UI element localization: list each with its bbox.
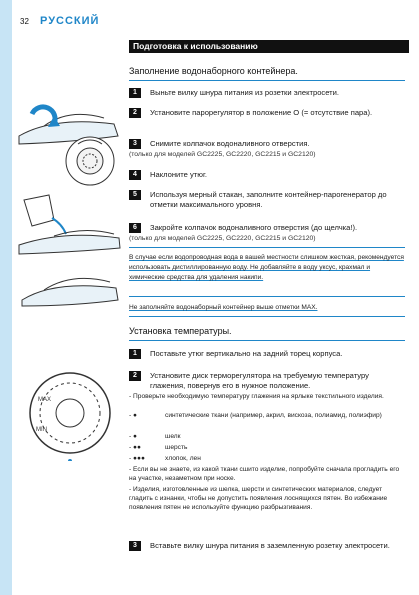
s2-bullet-synthetic: - ● синтетические ткани (например, акрил, вискоза, полиамид, полиэфир) [129,412,382,419]
water-inlet-cap-illustration [60,134,120,189]
filling-cup-illustration [14,190,124,260]
section2-title: Установка температуры. [129,326,232,336]
s2-bullet-wool: - ●● шерсть [129,444,188,451]
temperature-dial-illustration [22,365,118,461]
svg-text:MIN: MIN [36,427,47,433]
divider [129,80,405,81]
divider [129,316,405,317]
s1-step-3-note: (только для моделей GC2225, GC2220, GC2215 и GC2120) [129,151,316,158]
divider [129,247,405,248]
section1-title: Заполнение водонаборного контейнера. [129,66,298,76]
s2-bullet-reverse-side: - Изделия, изготовленные из шелка, шерсти и синтетических материалов, следует гладить с изнанки, чтобы не допустить появления лоснящихся пятен. Во избежание появления пятен не используйте функцию разбрызгивания. [129,486,388,511]
s2-bullet-unknown-fabric: - Если вы не знаете, из какой ткани сшито изделие, попробуйте сначала прогладить его на участке, незаметном при носке. [129,466,400,482]
s2-bullet-check-label: - Проверьте необходимую температуру глажения на ярлыке текстильного изделия. [129,393,384,400]
page-number: 32 [20,17,29,26]
s1-step-6-note: (только для моделей GC2225, GC2220, GC2215 и GC2120) [129,235,316,242]
divider [129,296,405,297]
language-heading: РУССКИЙ [40,15,100,27]
iron-side-illustration [14,262,124,312]
s1-note-max: Не заполняйте водонаборный контейнер выше отметки MAX. [129,304,318,311]
side-color-bar [0,0,12,595]
s1-note-hard-water: В случае если водопроводная вода в вашей местности слишком жесткая, рекомендуется использовать дистиллированную воду. Не добавляйте в воду уксус, крахмал и химические средства для удаления накипи. [129,254,404,281]
divider [129,340,405,341]
s2-bullet-cotton: - ●●● хлопок, лен [129,455,201,462]
s2-bullet-silk: - ● шелк [129,433,181,440]
section-header-bar: Подготовка к использованию [129,40,409,53]
svg-text:MAX: MAX [38,397,52,403]
